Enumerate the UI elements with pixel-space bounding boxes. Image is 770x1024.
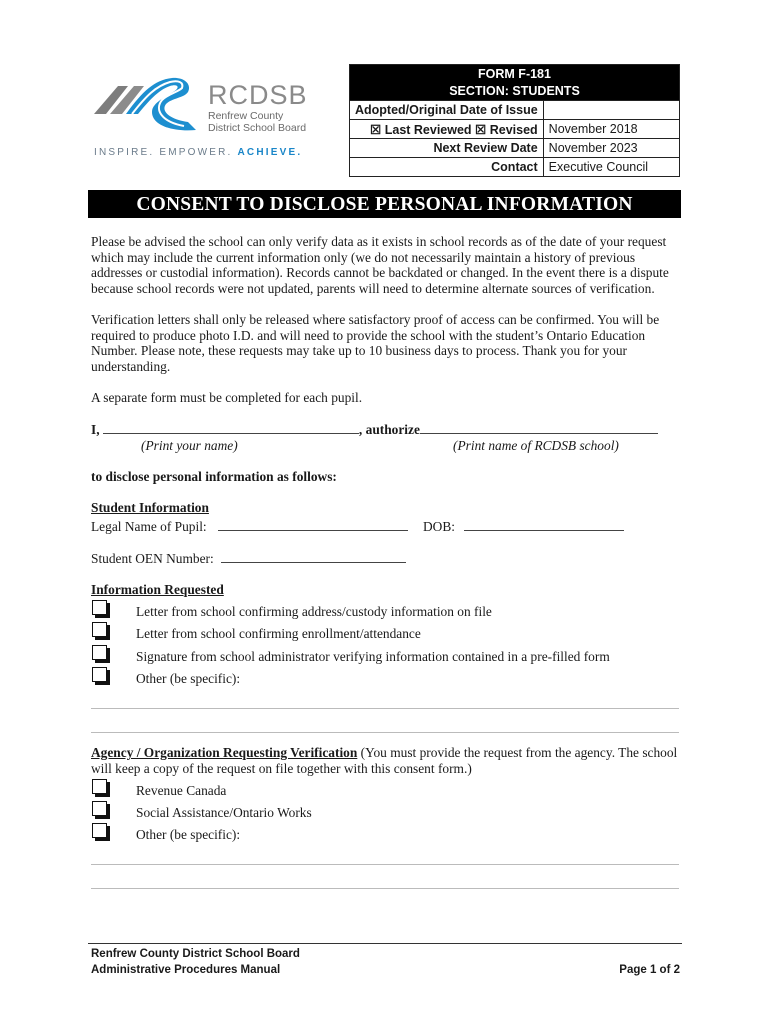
oen-label: Student OEN Number: (91, 551, 214, 566)
checkbox-enrollment-letter[interactable] (92, 622, 107, 637)
other-info-line-1[interactable] (91, 708, 679, 709)
logo-tagline (94, 147, 302, 158)
agency-note: (You must provide the request from the agency. The school will keep a copy of the request on file together with this consent form.) (91, 745, 678, 776)
other-info-line-2[interactable] (91, 732, 679, 733)
page-title: CONSENT TO DISCLOSE PERSONAL INFORMATION (88, 190, 681, 218)
logo-subtitle (208, 110, 328, 134)
checkbox-revenue-canada[interactable] (92, 779, 107, 794)
your-name-field[interactable] (103, 422, 359, 434)
contact-value: Executive Council (543, 158, 679, 177)
dob-field[interactable] (464, 519, 624, 531)
legal-name-field[interactable] (218, 519, 408, 531)
adopted-date-label: Adopted/Original Date of Issue (350, 101, 544, 120)
student-info-heading: Student Information (91, 500, 209, 515)
intro-paragraph-1: Please be advised the school can only verify data as it exists in school records as of the date of your request which may include the current information only (we do not necessarily maintain a history of previous addresses or custodial information). Records cannot be backdated or changed. In the event there is a dispute because school records were not updated, parents will need to determine alternate sources of verification. (91, 234, 669, 296)
intro-paragraph-3: A separate form must be completed for each pupil. (91, 390, 363, 405)
other-agency-line-1[interactable] (91, 864, 679, 865)
oen-row (91, 551, 406, 567)
checkbox-other-info[interactable] (92, 667, 107, 682)
option-revenue-canada: Revenue Canada (136, 783, 227, 798)
option-signature: Signature from school administrator verifying information contained in a pre-filled form (136, 649, 610, 664)
agency-paragraph (91, 745, 683, 776)
reviewed-value: November 2018 (543, 120, 679, 139)
checkbox-signature[interactable] (92, 645, 107, 660)
next-review-value: November 2023 (543, 139, 679, 158)
road-swoosh-icon (92, 66, 204, 136)
form-info-table (349, 64, 680, 177)
intro-paragraph-2: Verification letters shall only be released where satisfactory proof of access can be confirmed. You will be required to produce photo I.D. and will need to provide the school with the student’s Ontario Education Number. Please note, these requests may take up to 10 business days to process. Thank you for your understanding. (91, 312, 660, 374)
tagline-part-a: INSPIRE. EMPOWER. (94, 147, 233, 158)
legal-name-row (91, 519, 408, 535)
option-address-letter: Letter from school confirming address/custody information on file (136, 604, 492, 619)
authorize-label: , authorize (358, 422, 420, 437)
checkbox-other-agency[interactable] (92, 823, 107, 838)
footer-org: Renfrew County District School Board (91, 948, 300, 960)
option-enrollment-letter: Letter from school confirming enrollment/attendance (136, 626, 421, 641)
rcdsb-logo (92, 66, 322, 162)
contact-label: Contact (350, 158, 544, 177)
oen-field[interactable] (221, 551, 406, 563)
other-agency-line-2[interactable] (91, 888, 679, 889)
dob-row (423, 519, 624, 535)
print-name-hint: (Print your name) (141, 438, 238, 453)
logo-name: RCDSB (208, 80, 308, 110)
next-review-label: Next Review Date (350, 139, 544, 158)
option-social-assistance: Social Assistance/Ontario Works (136, 805, 312, 820)
form-section: SECTION: STUDENTS (350, 83, 680, 101)
agency-heading: Agency / Organization Requesting Verification (91, 745, 358, 760)
option-other-info: Other (be specific): (136, 671, 241, 686)
checkbox-address-letter[interactable] (92, 600, 107, 615)
tagline-part-b: ACHIEVE. (237, 147, 303, 158)
form-number: FORM F-181 (350, 65, 680, 83)
footer-manual: Administrative Procedures Manual (91, 964, 281, 976)
footer-page-number: Page 1 of 2 (619, 964, 680, 976)
i-label: I, (91, 422, 100, 437)
print-school-hint: (Print name of RCDSB school) (453, 438, 619, 453)
legal-name-label: Legal Name of Pupil: (91, 519, 207, 534)
school-name-field[interactable] (420, 422, 658, 434)
dob-label: DOB: (423, 519, 455, 534)
disclose-text: to disclose personal information as follows: (91, 469, 337, 484)
checkbox-social-assistance[interactable] (92, 801, 107, 816)
authorize-line (91, 422, 658, 438)
logo-subtitle-line2: District School Board (208, 122, 307, 134)
info-requested-heading: Information Requested (91, 582, 224, 597)
option-other-agency: Other (be specific): (136, 827, 241, 842)
adopted-date-value (543, 101, 679, 120)
logo-subtitle-line1: Renfrew County (208, 110, 284, 122)
footer-divider (88, 943, 682, 944)
reviewed-label: ☒ Last Reviewed ☒ Revised (350, 120, 544, 139)
